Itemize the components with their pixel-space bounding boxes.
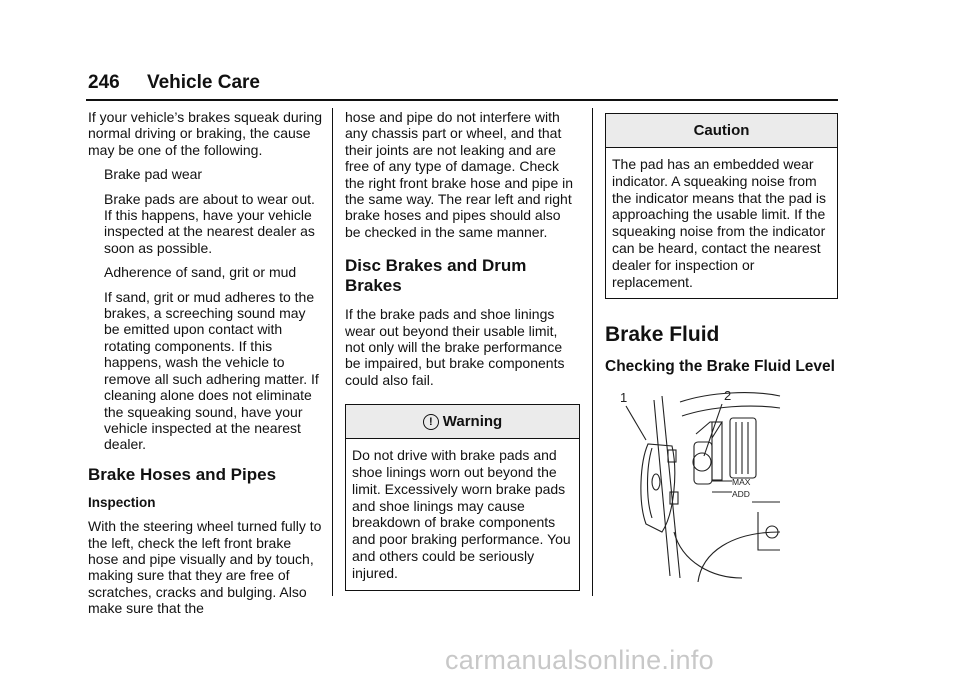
callout-2: 2 (724, 388, 732, 403)
brake-fluid-reservoir-illustration (612, 382, 782, 582)
list-item: Brake pad wear (104, 166, 203, 183)
list-item: If sand, grit or mud adheres to the brakes, a screeching sound may be emitted upon contact with rotating components. If this happens, wash the vehicle to remove all such adhering matter. If cleaning alone does not eliminate the squeaking sound, have your vehicle inspected at the nearest dealer. (104, 288, 319, 453)
column-3 (605, 113, 838, 376)
intro-paragraph: If your vehicle’s brakes squeak during normal driving or braking, the cause may be one of the following. (88, 109, 322, 158)
list-item: Brake pads are about to wear out. If this happens, have your vehicle inspected at the nearest dealer as soon as possible. (104, 190, 315, 256)
page-number: 246 (88, 72, 120, 93)
subheading: Inspection (88, 494, 156, 510)
section-heading: Brake Hoses and Pipes (88, 464, 277, 484)
caution-title: Caution (606, 114, 837, 148)
warning-title-bar (346, 405, 579, 439)
add-label: ADD (732, 489, 750, 499)
section-heading: Disc Brakes and Drum Brakes (345, 256, 527, 296)
callout-1: 1 (620, 390, 628, 405)
caution-body: The pad has an embedded wear indicator. A squeaking noise from the indicator means that the pad is approaching the usable limit. If the squeaking noise from the indicator can be heard, contact the nearest dealer for inspection or replacement. (612, 156, 827, 290)
section-heading: Brake Fluid (605, 323, 720, 347)
paragraph: If the brake pads and shoe linings wear out beyond their usable limit, not only will the brake performance be impaired, but brake components could also fail. (345, 306, 565, 388)
column-2 (345, 109, 580, 591)
column-1 (88, 109, 324, 625)
column-divider (592, 108, 593, 596)
watermark: carmanualsonline.info (445, 645, 714, 675)
page-header (88, 72, 260, 94)
list-item: Adherence of sand, grit or mud (104, 264, 297, 281)
section-title: Vehicle Care (146, 72, 261, 93)
warning-title: Warning (442, 413, 503, 431)
caution-box (605, 113, 838, 299)
warning-box (345, 404, 580, 590)
warning-body: Do not drive with brake pads and shoe linings worn out beyond the limit. Excessively worn brake pads and shoe linings may cause breakdown of brake components and poor braking performance. You and others could be seriously injured. (352, 447, 571, 581)
max-label: MAX (732, 477, 751, 487)
paragraph: With the steering wheel turned fully to the left, check the left front brake hose and pipe visually and by touch, making sure that they are free of scratches, cracks and bulging. Also make sure that the (88, 518, 322, 617)
paragraph: hose and pipe do not interfere with any chassis part or wheel, and that their joints are not leaking and are free of any type of damage. Check the right front brake hose and pipe in the same way. The rear left and right brake hoses and pipes should also be checked in the same manner. (345, 109, 574, 240)
column-divider (332, 108, 333, 596)
subheading: Checking the Brake Fluid Level (605, 357, 835, 375)
warning-icon: ! (423, 414, 439, 430)
header-rule (86, 99, 838, 101)
